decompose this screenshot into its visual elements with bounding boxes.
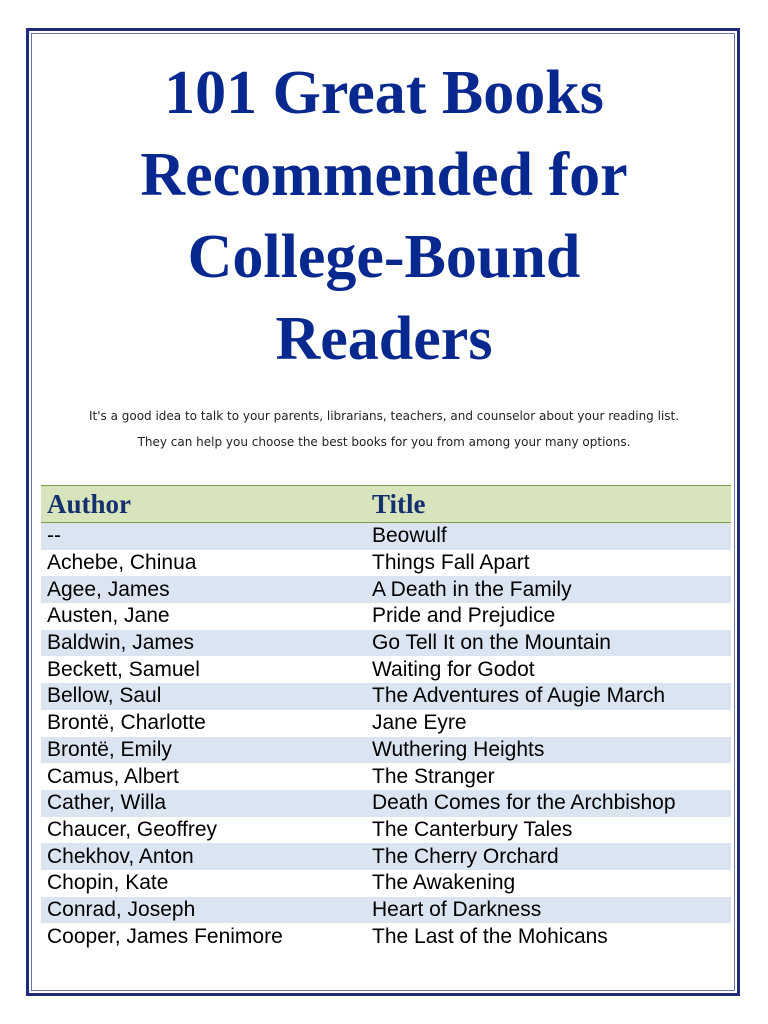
author-cell: Baldwin, James (41, 630, 366, 657)
table-row (41, 763, 731, 790)
document-title (40, 52, 728, 380)
author-cell: Chopin, Kate (41, 870, 366, 897)
table-row (41, 843, 731, 870)
author-cell: Chaucer, Geoffrey (41, 817, 366, 844)
author-cell: Agee, James (41, 576, 366, 603)
intro-line-1: It's a good idea to talk to your parents, librarians, teachers, and counselor about your reading list. (88, 409, 680, 423)
author-cell: Brontë, Emily (41, 737, 366, 764)
author-cell: Chekhov, Anton (41, 843, 366, 870)
title-line-2: Recommended for (140, 141, 628, 209)
table-row (41, 790, 731, 817)
title-cell: Death Comes for the Archbishop (366, 790, 731, 817)
author-cell: Austen, Jane (41, 603, 366, 630)
table-row (41, 923, 731, 950)
author-cell: Cooper, James Fenimore (41, 923, 366, 950)
title-cell: Heart of Darkness (366, 897, 731, 924)
title-cell: The Cherry Orchard (366, 843, 731, 870)
author-cell: Camus, Albert (41, 763, 366, 790)
title-cell: Things Fall Apart (366, 550, 731, 577)
author-cell: Conrad, Joseph (41, 897, 366, 924)
author-cell: Brontë, Charlotte (41, 710, 366, 737)
title-cell: The Canterbury Tales (366, 817, 731, 844)
table-row (41, 630, 731, 657)
title-cell: Waiting for Godot (366, 656, 731, 683)
table-row (41, 656, 731, 683)
author-cell: Achebe, Chinua (41, 550, 366, 577)
table-body (41, 523, 731, 951)
table-header-row (41, 486, 731, 523)
author-cell: Bellow, Saul (41, 683, 366, 710)
table-row (41, 710, 731, 737)
author-column-header: Author (41, 486, 366, 523)
title-cell: The Stranger (366, 763, 731, 790)
title-cell: Go Tell It on the Mountain (366, 630, 731, 657)
title-cell: Beowulf (366, 523, 731, 550)
title-cell: The Last of the Mohicans (366, 923, 731, 950)
table-row (41, 576, 731, 603)
title-line-1: 101 Great Books (164, 59, 604, 127)
title-line-4: Readers (275, 305, 493, 373)
title-column-header: Title (366, 486, 731, 523)
author-cell: Beckett, Samuel (41, 656, 366, 683)
table-row (41, 870, 731, 897)
book-table-container (41, 485, 731, 950)
table-row (41, 737, 731, 764)
intro-line-2: They can help you choose the best books for you from among your many options. (137, 435, 631, 449)
title-cell: Wuthering Heights (366, 737, 731, 764)
title-cell: The Adventures of Augie March (366, 683, 731, 710)
book-table (41, 485, 731, 950)
title-cell: A Death in the Family (366, 576, 731, 603)
author-cell: Cather, Willa (41, 790, 366, 817)
table-row (41, 603, 731, 630)
title-cell: Jane Eyre (366, 710, 731, 737)
title-cell: The Awakening (366, 870, 731, 897)
table-row (41, 523, 731, 550)
table-row (41, 897, 731, 924)
title-cell: Pride and Prejudice (366, 603, 731, 630)
author-cell: -- (41, 523, 366, 550)
table-row (41, 550, 731, 577)
title-line-3: College-Bound (187, 223, 581, 291)
table-row (41, 683, 731, 710)
table-row (41, 817, 731, 844)
